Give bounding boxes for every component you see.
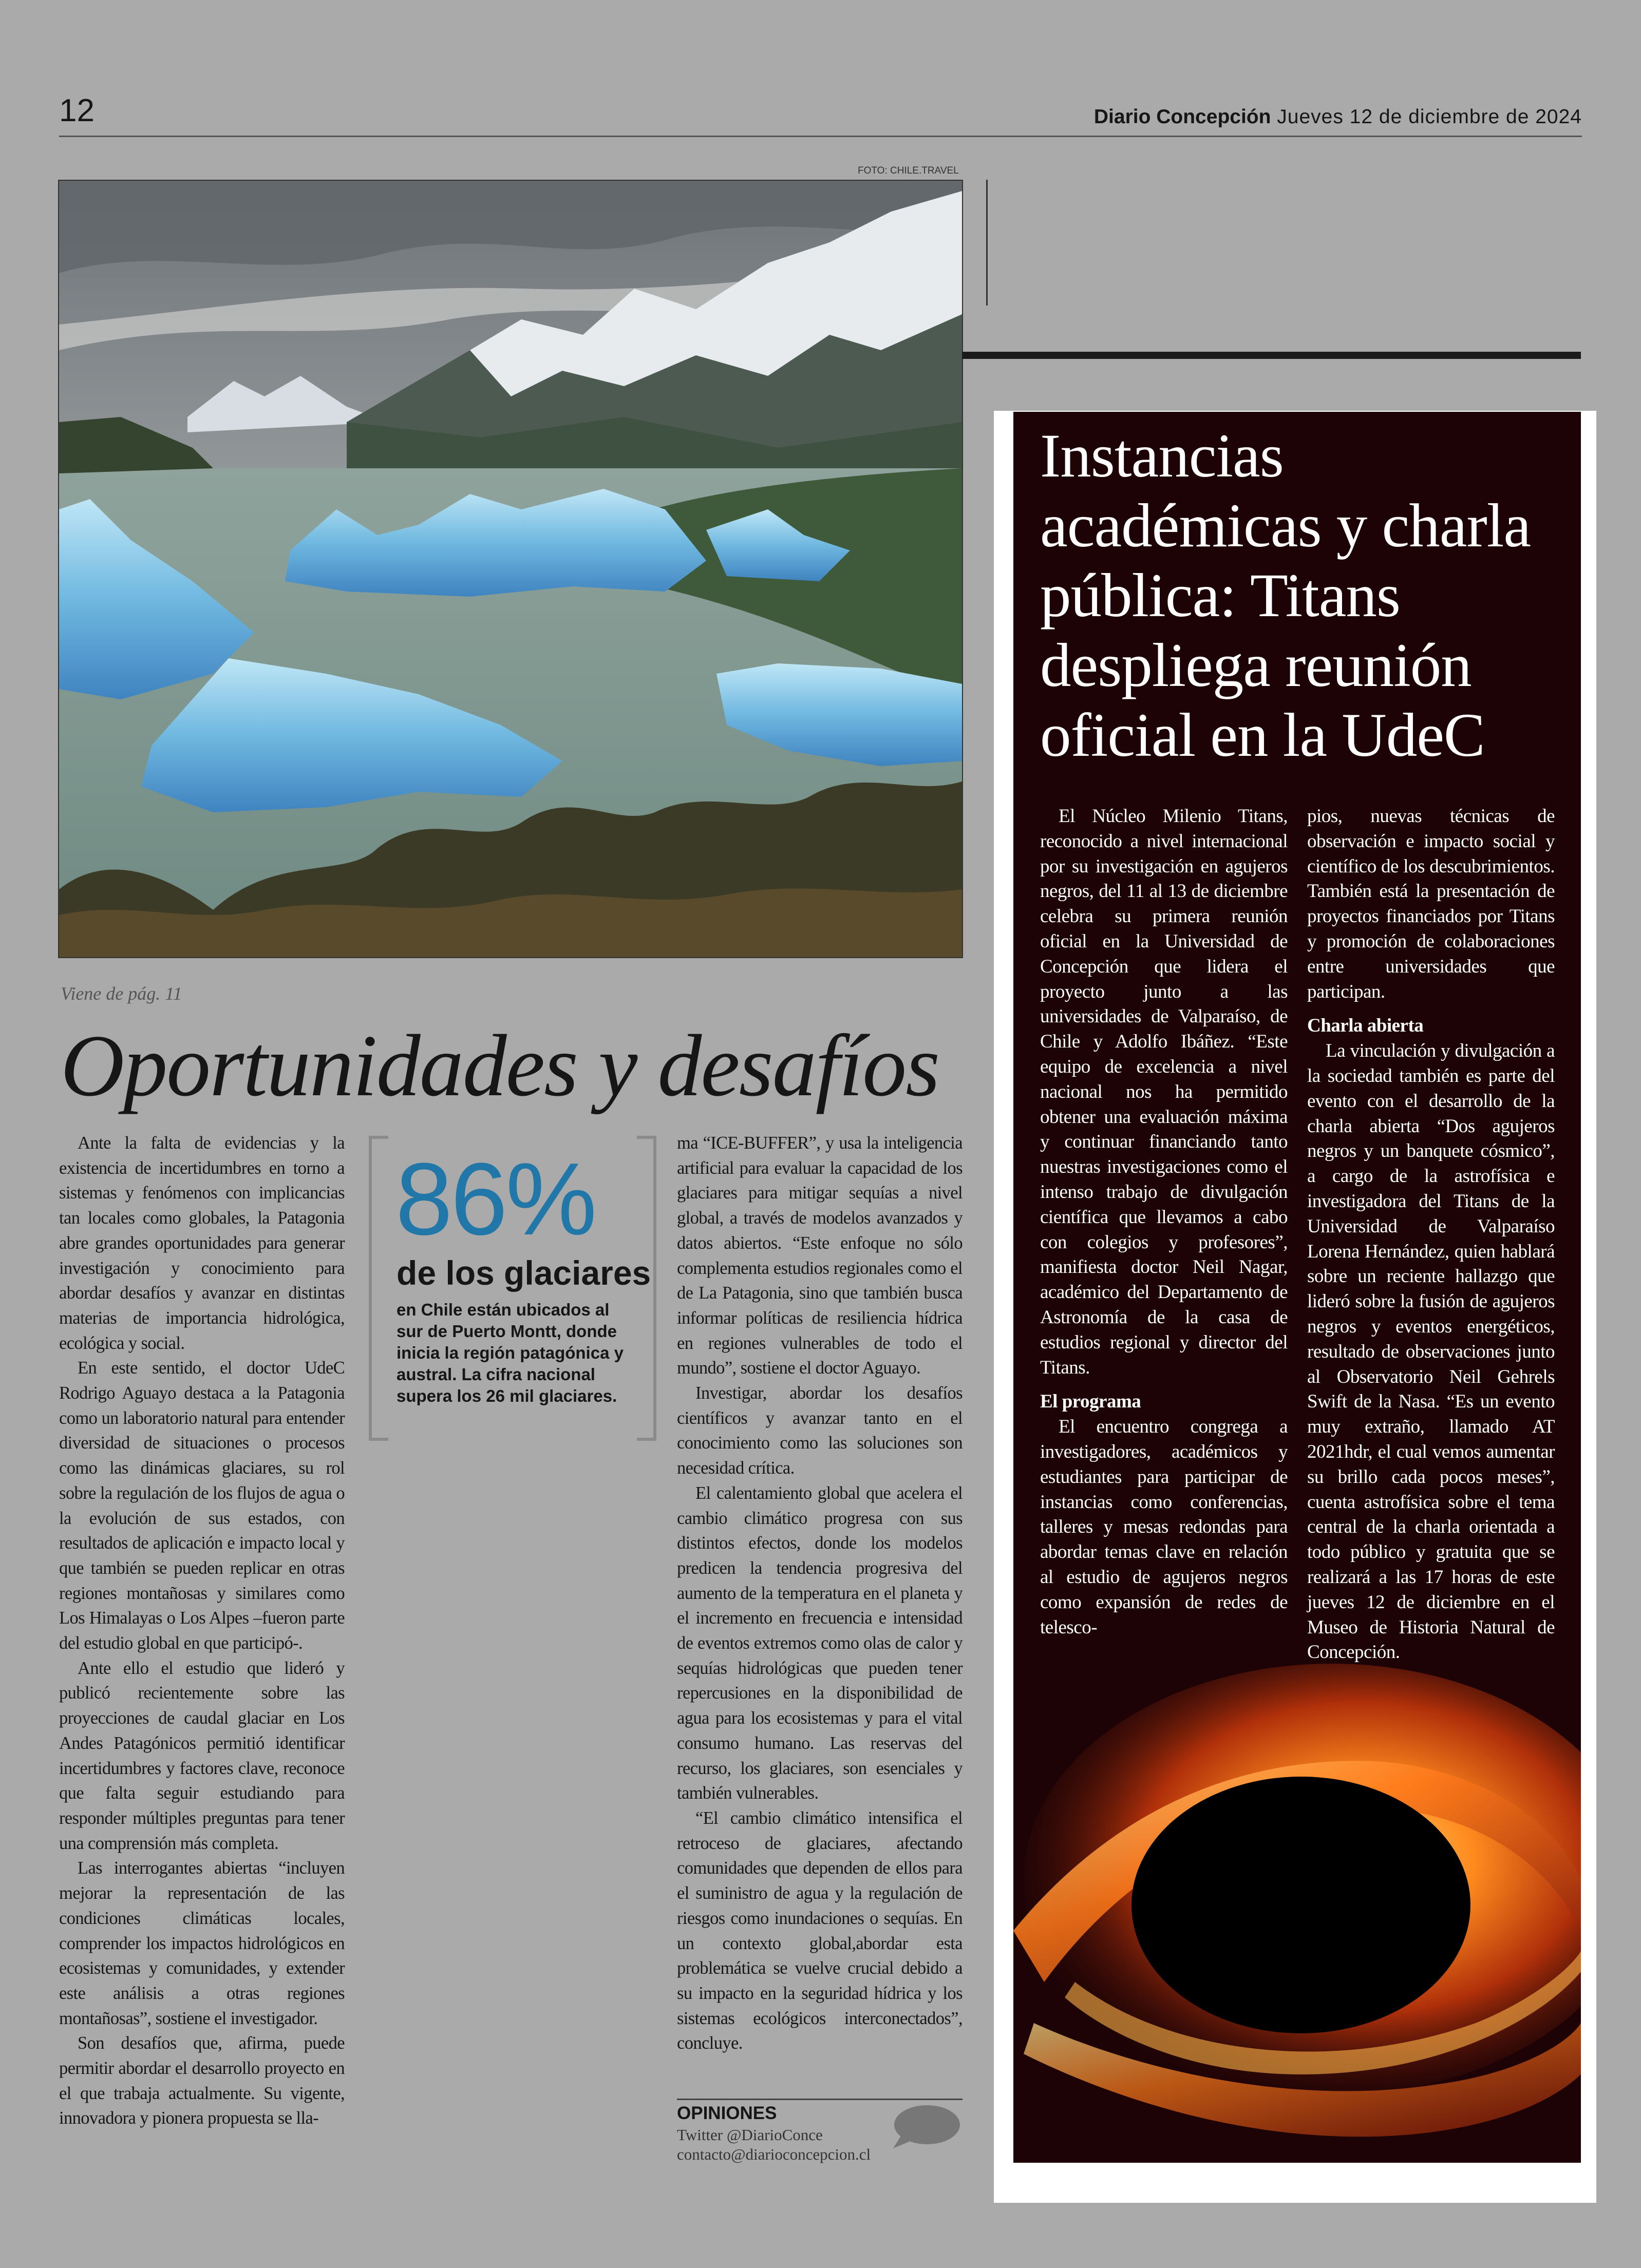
paragraph: El encuentro congrega a investigadores, académicos y estudiantes para participar de instancias como conferencias, talleres y mesas redondas para abordar temas clave en relación al estudio de agujeros negros como expansión de redes de telesco-: [1040, 1416, 1288, 1638]
paragraph: “El cambio climático intensifica el retroceso de glaciares, afectando comunidades que dependen de ellos para el suministro de agua y la regulación de riesgos como inundaciones o sequías. En un contexto global,abordar esta problemática se vuelve crucial debido a su impacto en la seguridad hídrica y los sistemas ecológicos interconectados”, concluye.: [677, 1808, 963, 2053]
paragraph: En este sentido, el doctor UdeC Rodrigo Aguayo destaca a la Patagonia como un laboratorio natural para entender diversidad de situaciones o procesos como las dinámicas glaciares, su rol sobre la regulación de los flujos de agua o la evolución de sus estados, con resultados de aplicación e impacto local y que también se pueden replicar en otras regiones montañosas y similares como Los Himalayas o Los Alpes –fueron parte del estudio global en que participó-.: [59, 1358, 345, 1653]
publication-name: Diario Concepción: [1093, 106, 1271, 128]
sidebar-headline: Instancias académicas y charla pública: Titans despliega reunión oficial en la UdeC: [1040, 422, 1531, 770]
speech-bubble-icon: [890, 2104, 961, 2150]
paragraph: El Núcleo Milenio Titans, reconocido a nivel internacional por su investigación en agujeros negros, del 11 al 13 de diciembre celebra su primera reunión oficial en la Universidad de Concepción que lidera el proyecto junto a las universidades de Valparaíso, de Chile y Adolfo Ibáñez. “Este equipo de excelencia a nivel nacional nos ha permitido obtener una evaluación máxima y continuar financiando tanto nuestras investigaciones como el intenso trabajo de divulgación científica que llevamos a cabo con colegios y profesores”, manifiesta doctor Neil Nagar, académico del Departamento de Astronomía de la casa de estudios regional y director del Titans.: [1040, 806, 1288, 1378]
opiniones-rule: [677, 2099, 963, 2100]
paragraph: Ante ello el estudio que lideró y publicó recientemente sobre las proyecciones de caudal glaciar en Los Andes Patagónicos permitió identificar incertidumbres y factores clave, reconoce que falta seguir estudiando para responder múltiples preguntas para tener una comprensión más completa.: [59, 1658, 345, 1853]
opiniones-twitter[interactable]: Twitter @DiarioConce: [677, 2126, 823, 2144]
paragraph: ma “ICE-BUFFER”, y usa la inteligencia artificial para evaluar la capacidad de los glaciares para mitigar sequías a nivel global, a través de modelos avanzados y datos abiertos. “Este enfoque no sólo complementa estudios regionales como el de La Patagonia, sino que también busca informar políticas de resiliencia hídrica en regiones vulnerables de todo el mundo”, sostiene el doctor Aguayo.: [677, 1133, 963, 1378]
article-headline: Oportunidades y desafíos: [61, 1017, 939, 1115]
paragraph: El calentamiento global que acelera el cambio climático progresa con sus distintos efectos, donde los modelos predicen la tendencia progresiva del aumento de la temperatura en el planeta y el incremento en frecuencia e intensidad de eventos extremos como olas de calor y sequías hidrológicas que pueden tener repercusiones en la disponibilidad de agua para los ecosistemas y para el vital consumo humano. Las reservas del recurso, los glaciares, son esenciales y también vulnerables.: [677, 1483, 963, 1803]
stat-number: 86%: [395, 1142, 595, 1256]
subhead-charla: Charla abierta: [1307, 1015, 1424, 1037]
paragraph: Son desafíos que, afirma, puede permitir abordar el desarrollo proyecto en el que trabaja actualmente. Su vigente, innovadora y pionera propuesta se lla-: [59, 2033, 345, 2128]
article-kicker: Viene de pág. 11: [61, 983, 182, 1004]
paragraph: pios, nuevas técnicas de observación e impacto social y científico de los descubrimientos. También está la presentación de proyectos financiados por Titans y promoción de colaboraciones entre universidades que participan.: [1307, 806, 1555, 1002]
subhead-programa: El programa: [1040, 1391, 1141, 1413]
photo-credit: FOTO: CHILE.TRAVEL: [858, 165, 959, 176]
article-column-2: [677, 1131, 963, 2056]
stat-bracket-left: [369, 1136, 388, 1441]
glacier-photo: [58, 180, 963, 958]
column-divider: [986, 180, 988, 306]
opiniones-email[interactable]: contacto@diarioconcepcion.cl: [677, 2145, 871, 2163]
paragraph: Investigar, abordar los desafíos científicos y avanzar tanto en el conocimiento como las soluciones son necesidad crítica.: [677, 1383, 963, 1478]
black-hole-illustration: [1013, 1664, 1581, 2163]
article-column-1: [59, 1131, 345, 2131]
opiniones-title: OPINIONES: [677, 2103, 777, 2123]
paragraph: La vinculación y divulgación a la sociedad también es parte del evento con el desarrollo de la charla abierta “Dos agujeros negros y un banquete cósmico”, a cargo de la astrofísica e investigadora del Titans de la Universidad de Valparaíso Lorena Hernández, quien hablará sobre un reciente hallazgo que lideró sobre la fusión de agujeros negros y eventos energéticos, resultado de observaciones junto al Observatorio Neil Gehrels Swift de la Nasa. “Es un evento muy extraño, llamado AT 2021hdr, el cual vemos aumentar su brillo cada pocos meses”, cuenta astrofísica sobre el tema central de la charla orientada a todo público y gratuita que se realizará a las 17 horas de este jueves 12 de diciembre en el Museo de Historia Natural de Concepción.: [1307, 1040, 1555, 1663]
sidebar-column-2: [1307, 804, 1555, 1665]
stat-description: en Chile están ubicados al sur de Puerto Montt, donde inicia la región patagónica y austral. La cifra nacional supera los 26 mil glaciares.: [397, 1300, 624, 1405]
stat-title: de los glaciares: [397, 1254, 651, 1292]
paragraph: Las interrogantes abiertas “incluyen mejorar la representación de las condiciones climáticas locales, comprender los impactos hidrológicos en ecosistemas y comunidades, y extender este análisis a otras regiones montañosas”, sostiene el investigador.: [59, 1858, 345, 2028]
page-number: 12: [59, 93, 95, 128]
paragraph: Ante la falta de evidencias y la existencia de incertidumbres en torno a sistemas y fenómenos con implicancias tan locales como globales, la Patagonia abre grandes oportunidades para generar investigación y conocimiento para abordar desafíos y avanzar en distintas materias de importancia hidrológica, ecológica y social.: [59, 1133, 345, 1353]
sidebar-column-1: [1040, 804, 1288, 1640]
publication-date: Jueves 12 de diciembre de 2024: [1277, 106, 1582, 128]
section-rule: [962, 352, 1581, 359]
masthead: [1094, 107, 1582, 127]
header-rule: [59, 136, 1582, 137]
